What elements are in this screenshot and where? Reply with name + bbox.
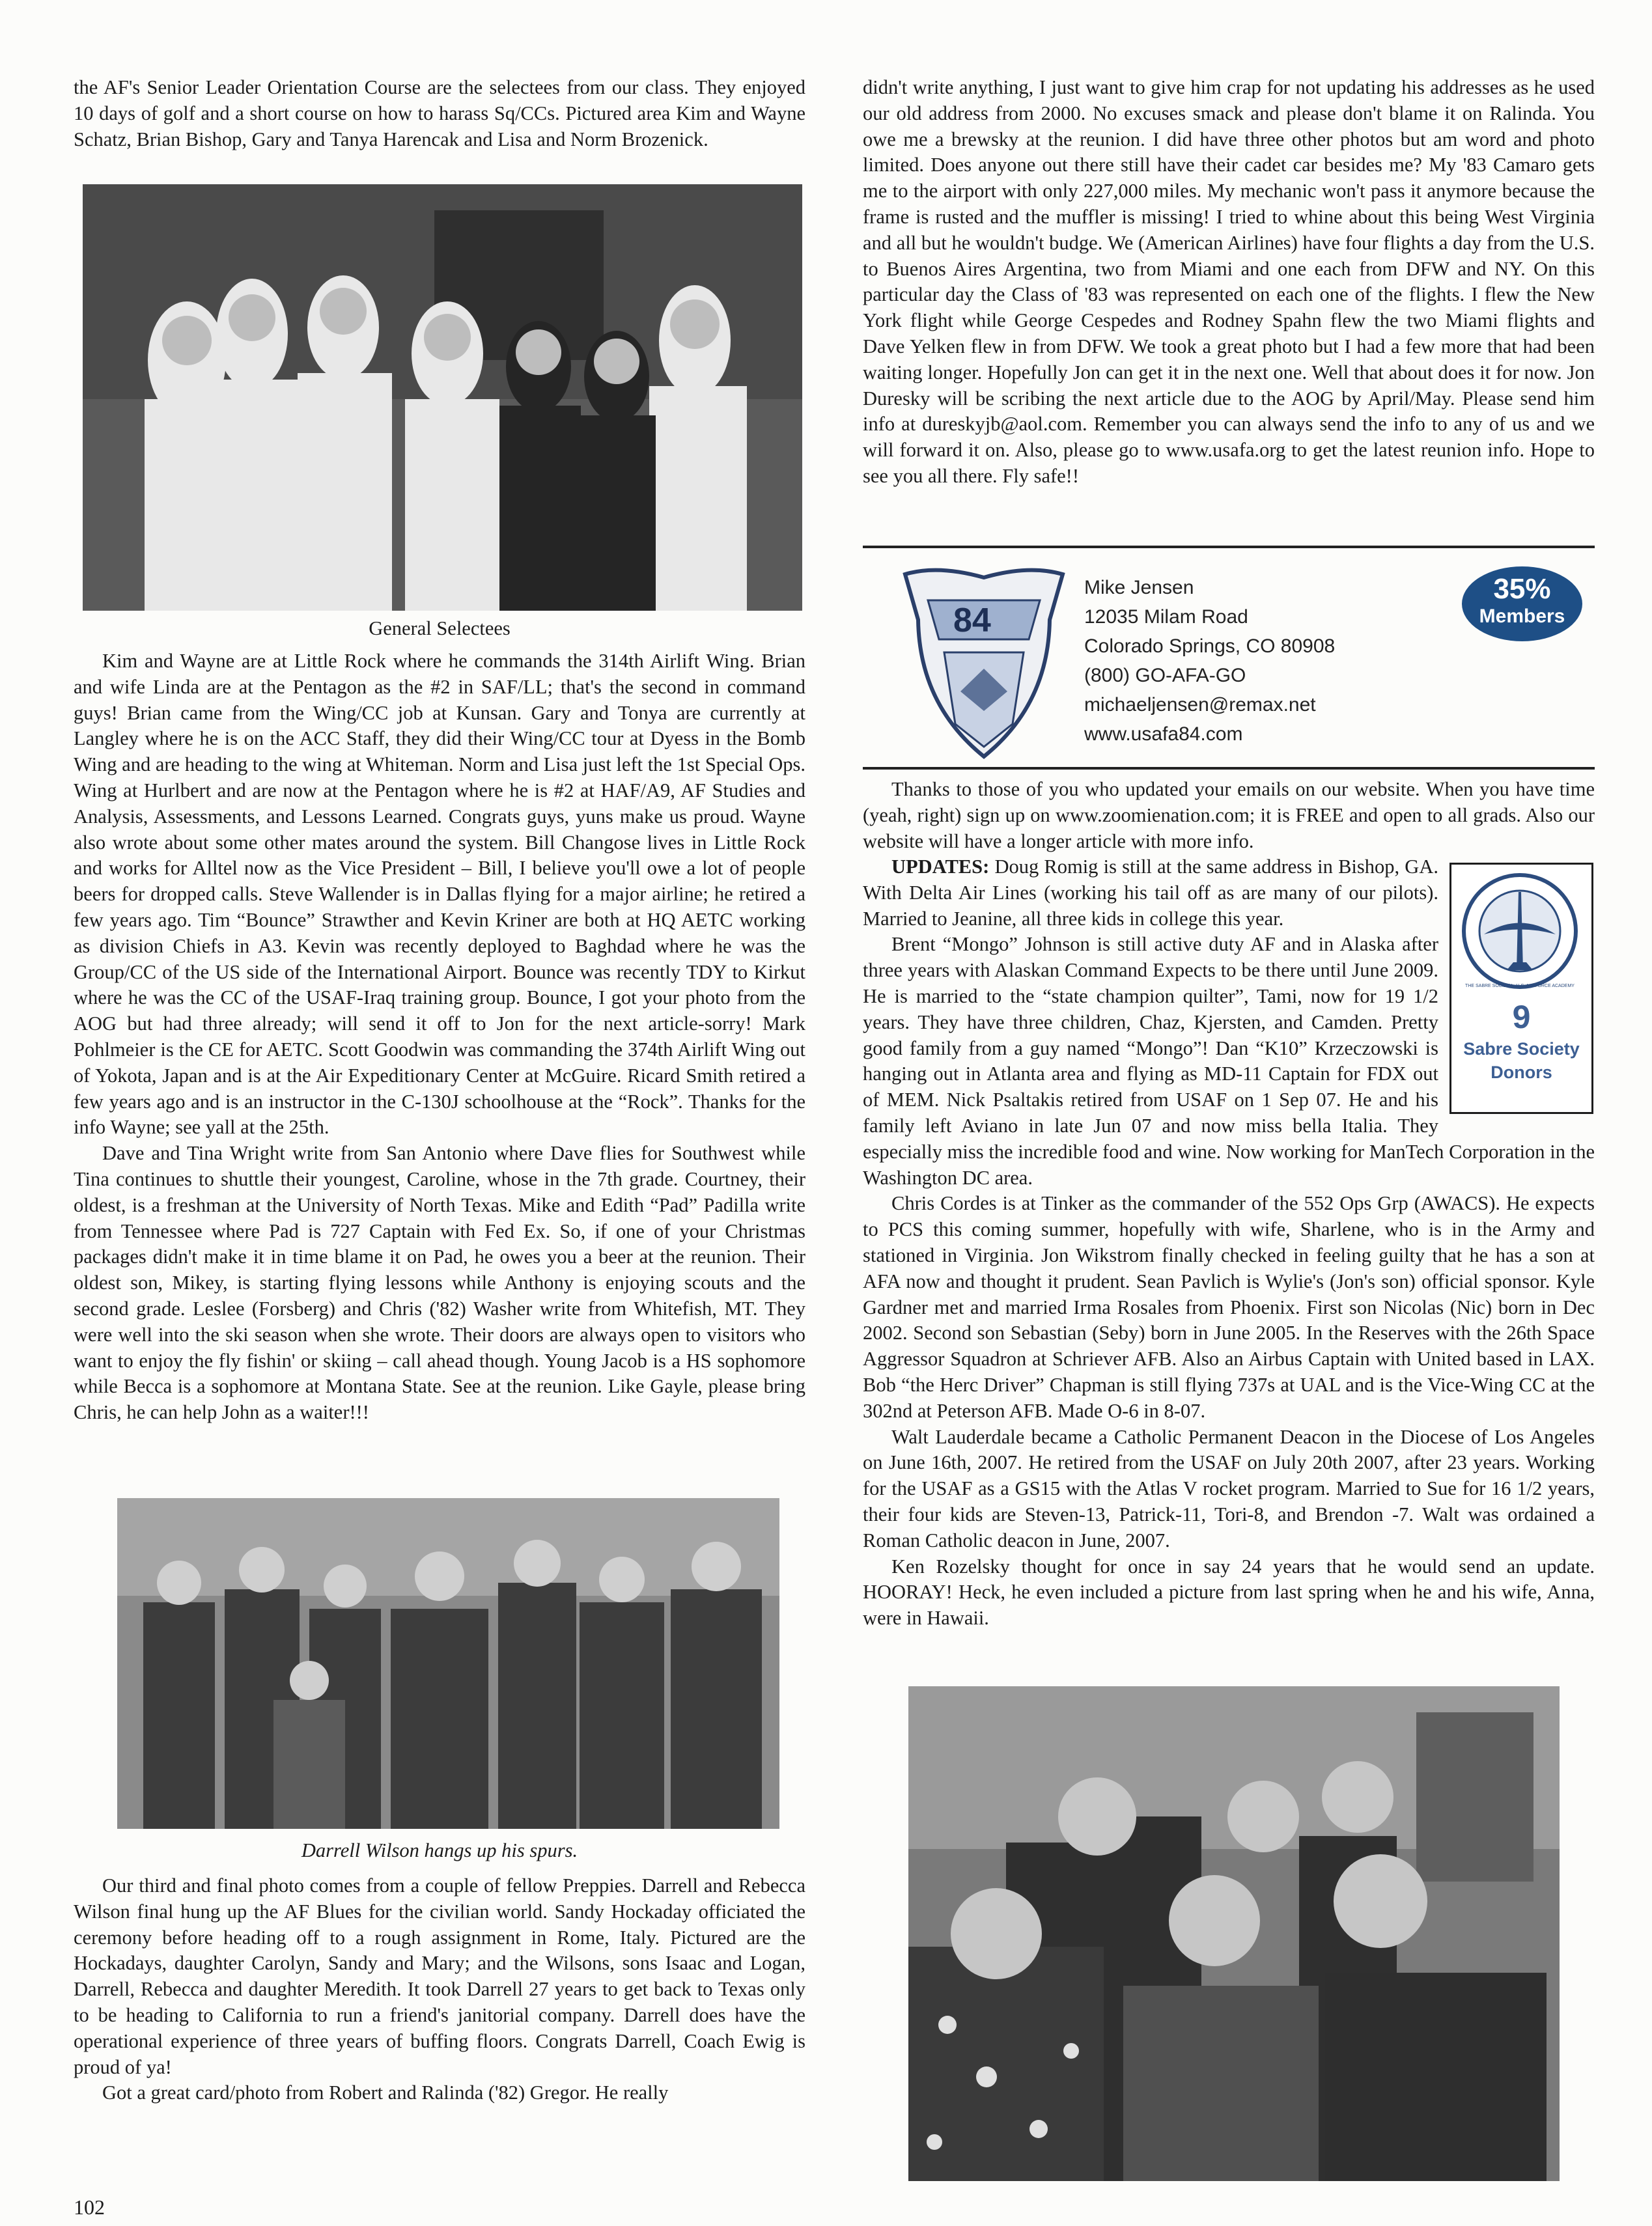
paragraph-kim-wayne: Kim and Wayne are at Little Rock where he commands the 314th Airlift Wing. Brian and wife Linda are at the Pentagon as the #2 in SAF/LL; that's the second in command guys! Brian came from the Wing/CC job at Kunsan. Gary and Tonya are currently at Langley where he is on the ACC Staff, they did their Wing/CC tour at Dyess in the Bomb Wing and are heading to the wing at Whiteman. Norm and Lisa just left the 1st Special Ops. Wing at Hurlbert and are now at the Pentagon where he is #2 at HAF/A9, AF Studies and Analysis, Assessments, and Lessons Learned. Congrats guys, yuns make us proud. Wayne also wrote about some other mates around the system. Bill Changose lives in Little Rock and works for Alltel now as the Vice President – Bill, I believe you'll owe a lot of people beers for dropped calls. Steve Wallender is in Dallas flying for a major airline; he retired a few years ago. Tim “Bounce” Strawther and Kevin Kriner are both at HQ AETC working as division Chiefs in A3. Kevin was recently deployed to Baghdad where he was the Group/CC of the US side of the International Airport. Bounce was recently TDY to Kirkut where he was the CC of the USAF-Iraq training group. Bounce, I got your photo from the AOG but had three already; will send it off to Jon for the next article-sorry! Mark Pohlmeier is the CE for AETC. Scott Goodwin was commanding the 374th Airlift Wing out of Yokota, Japan and is at the Air Expeditionary Center at McGuire. Ricard Smith retired a few years ago and is an instructor in the C-130J schoolhouse at the “Rock”. Thanks for the info Wayne; see yall at the 25th.	[74, 650, 805, 1139]
left-intro	[74, 75, 805, 152]
paragraph-thanks: Thanks to those of you who updated your emails on our website. When you have time (yeah, right) sign up on www.zoomienation.com; it is FREE and open to all grads. Also our website will have a longer article with more info.	[863, 778, 1595, 852]
photo2-caption: Darrell Wilson hangs up his spurs.	[301, 1839, 578, 1861]
photo-general-selectees	[83, 184, 802, 611]
members-label: Members	[1479, 605, 1565, 627]
photo-wilson-family	[117, 1498, 779, 1829]
paragraph-third-photo: Our third and final photo comes from a couple of fellow Preppies. Darrell and Rebecca Wilson final hung up the AF Blues for the civilian world. Sandy Hockaday officiated the ceremony before heading off to a rough assignment in Rome, Italy. Pictured are the Hockadays, daughter Carolyn, Sandy and Mary; and the Wilsons, sons Isaac and Logan, Darrell, Rebecca and daughter Meredith. It took Darrell 27 years to get back to Texas only to be heading to California to run a friend's janitorial company. Darrell does have the operational experience of three years of buffing floors. Congrats Darrell, Coach Ewig is proud of ya!	[74, 1874, 805, 2078]
sabre-label-2: Donors	[1491, 1063, 1552, 1082]
members-percent: 35%	[1493, 573, 1551, 605]
divider-top	[863, 546, 1595, 548]
right-intro	[863, 75, 1595, 490]
paragraph-gregor: Got a great card/photo from Robert and Ralinda ('82) Gregor. He really	[102, 2081, 669, 2104]
photo1-caption: General Selectees	[369, 617, 511, 639]
sabre-seal	[1461, 872, 1578, 990]
contact-phone: (800) GO-AFA-GO	[1084, 665, 1246, 686]
members-badge	[1462, 566, 1582, 641]
photo-rozelsky-hawaii	[908, 1686, 1560, 2181]
sabre-society-box	[1449, 863, 1593, 1114]
left-body	[74, 648, 805, 1426]
updates-label: UPDATES:	[891, 856, 990, 878]
page-number: 102	[74, 2195, 105, 2219]
divider-bottom	[863, 767, 1595, 770]
paragraph-gregor-continued: didn't write anything, I just want to give him crap for not updating his addresses as he used our old address from 2000. No excuses smack and please don't blame it on Ralinda. You owe me a brewsky at the reunion. I did have three other photos but am word and photo limited. Does anyone out there still have their cadet car besides me? My '83 Camaro gets me to the airport with only 227,000 miles. My mechanic won't pass it anymore because the frame is rusted and the muffler is missing! I tried to whine about this being West Virginia and all but he wouldn't budge. We (American Airlines) have four flights a day from the U.S. to Buenos Aires Argentina, two from Miami and one each from DFW and NY. On this particular day the Class of '83 was represented on each one of the flights. I flew the New York flight while George Cespedes and Rodney Spahn flew the two Miami flights and Dave Yelken flew in from DFW. We took a great photo but I had a few more that had been waiting longer. Hopefully Jon can get it in the next one. Well that about does it for now. Jon Duresky will be scribing the next article due to the AOG by April/May. Please send him info at dureskyjb@aol.com. Remember you can always send the info to any of us and we will forward it on. Also, please go to www.usafa.org to get the latest reunion info. Hope to see you all there. Fly safe!!	[863, 76, 1595, 487]
right-body-top	[863, 777, 1595, 854]
paragraph-ken: Ken Rozelsky thought for once in say 24 years that he would send an update. HOORAY! Heck, he even included a picture from last spring when he and his wife, Anna, were in Hawaii.	[863, 1555, 1595, 1630]
sabre-count: 9	[1512, 999, 1531, 1035]
crest-label: 84	[953, 602, 991, 639]
contact-block	[1084, 573, 1449, 749]
paragraph-walt: Walt Lauderdale became a Catholic Permanent Deacon in the Diocese of Los Angeles on June 16th, 2007. He retired from the USAF on July 20th 2007, after 23 years. Working for the USAF as a GS15 with the Atlas V rocket program. Married to Sue for 16 1/2 years, their four kids are Steven-13, Patrick-11, Tori-8, and Brendon -7. Walt was ordained a Roman Catholic deacon in June, 2007.	[863, 1425, 1595, 1551]
left-bottom	[74, 1873, 805, 2106]
contact-website[interactable]: www.usafa84.com	[1084, 723, 1243, 745]
updates-text: Doug Romig is still at the same address in Bishop, GA. With Delta Air Lines (working his tail off as are many of our pilots). Married to Jeanine, all three kids in college this year.	[863, 856, 1438, 930]
contact-street: 12035 Milam Road	[1084, 606, 1248, 628]
sabre-label-1: Sabre Society	[1463, 1039, 1580, 1059]
paragraph-brent: Brent “Mongo” Johnson is still active duty AF and in Alaska after three years with Alaskan Command Expects to be there until June 2009. He is married to the “state champion quilter”, Tami, now for 19 1/2 years. They have three children, Chaz, Kjersten, and Camden. Pretty good family from a guy named “Mongo”! Dan “K10” Krzeczowski is hanging out in Atlanta area and flying as MD-11 Captain for FDX out of MEM. Nick Psaltakis retired from USAF on 1 Sep 07. He and his family left Aviano in late Jun 07 and now miss bella Italia. They especially miss the incredible food and wine. Now working for ManTech Corporation in the Washington DC area.	[863, 933, 1595, 1189]
class-crest-84	[899, 561, 1069, 763]
paragraph-chris-cordes: Chris Cordes is at Tinker as the commander of the 552 Ops Grp (AWACS). He expects to PCS this coming summer, hopefully with wife, Sharlene, who is in the Army and stationed in Virginia. Jon Wikstrom finally checked in feeling guilty that he has a son at AFA now and thought it prudent. Sean Pavlich is Wylie's (Jon's son) official sponsor. Kyle Gardner met and married Irma Rosales from Phoenix. First son Nicolas (Nic) born in Dec 2002. Second son Sebastian (Seby) born in June 2005. In the Reserves with the 26th Space Aggressor Squadron at Schriever AFB. Also an Airbus Captain with United based in LAX. Bob “the Herc Driver” Chapman is still flying 737s at UAL and is the Vice-Wing CC at the 302nd at Peterson AFB. Made O-6 in 8-07.	[863, 1192, 1595, 1422]
contact-email[interactable]: michaeljensen@remax.net	[1084, 694, 1316, 716]
intro-paragraph: the AF's Senior Leader Orientation Course are the selectees from our class. They enjoyed 10 days of golf and a short course on how to harass Sq/CCs. Pictured area Kim and Wayne Schatz, Brian Bishop, Gary and Tanya Harencak and Lisa and Norm Brozenick.	[74, 76, 805, 150]
paragraph-dave-tina: Dave and Tina Wright write from San Antonio where Dave flies for Southwest while Tina continues to shuttle their youngest, Caroline, whose in the 7th grade. Courtney, their oldest, is a freshman at the University of North Texas. Mike and Edith “Pad” Padilla write from Tennessee where Pad is 727 Captain with Fed Ex. So, if one of your Christmas packages didn't make it in time blame it on Pad, he owes you a beer at the reunion. Their oldest son, Mikey, is starting flying lessons while Anthony is enjoying scouts and the second grade. Leslee (Forsberg) and Chris ('82) Washer write from Whitefish, MT. They were well into the ski season when she wrote. Their doors are always open to visitors who want to enjoy the fly fishin' or skiing – call ahead though. Young Jacob is a HS sophomore while Becca is a sophomore at Montana State. See at the reunion. Like Gayle, please bring Chris, he can help John as a waiter!!!	[74, 1142, 805, 1424]
contact-city: Colorado Springs, CO 80908	[1084, 635, 1336, 657]
contact-name: Mike Jensen	[1084, 577, 1194, 598]
sabre-seal-text: THE SABRE SOCIETY · U.S. AIR FORCE ACADEMY	[1465, 984, 1575, 988]
